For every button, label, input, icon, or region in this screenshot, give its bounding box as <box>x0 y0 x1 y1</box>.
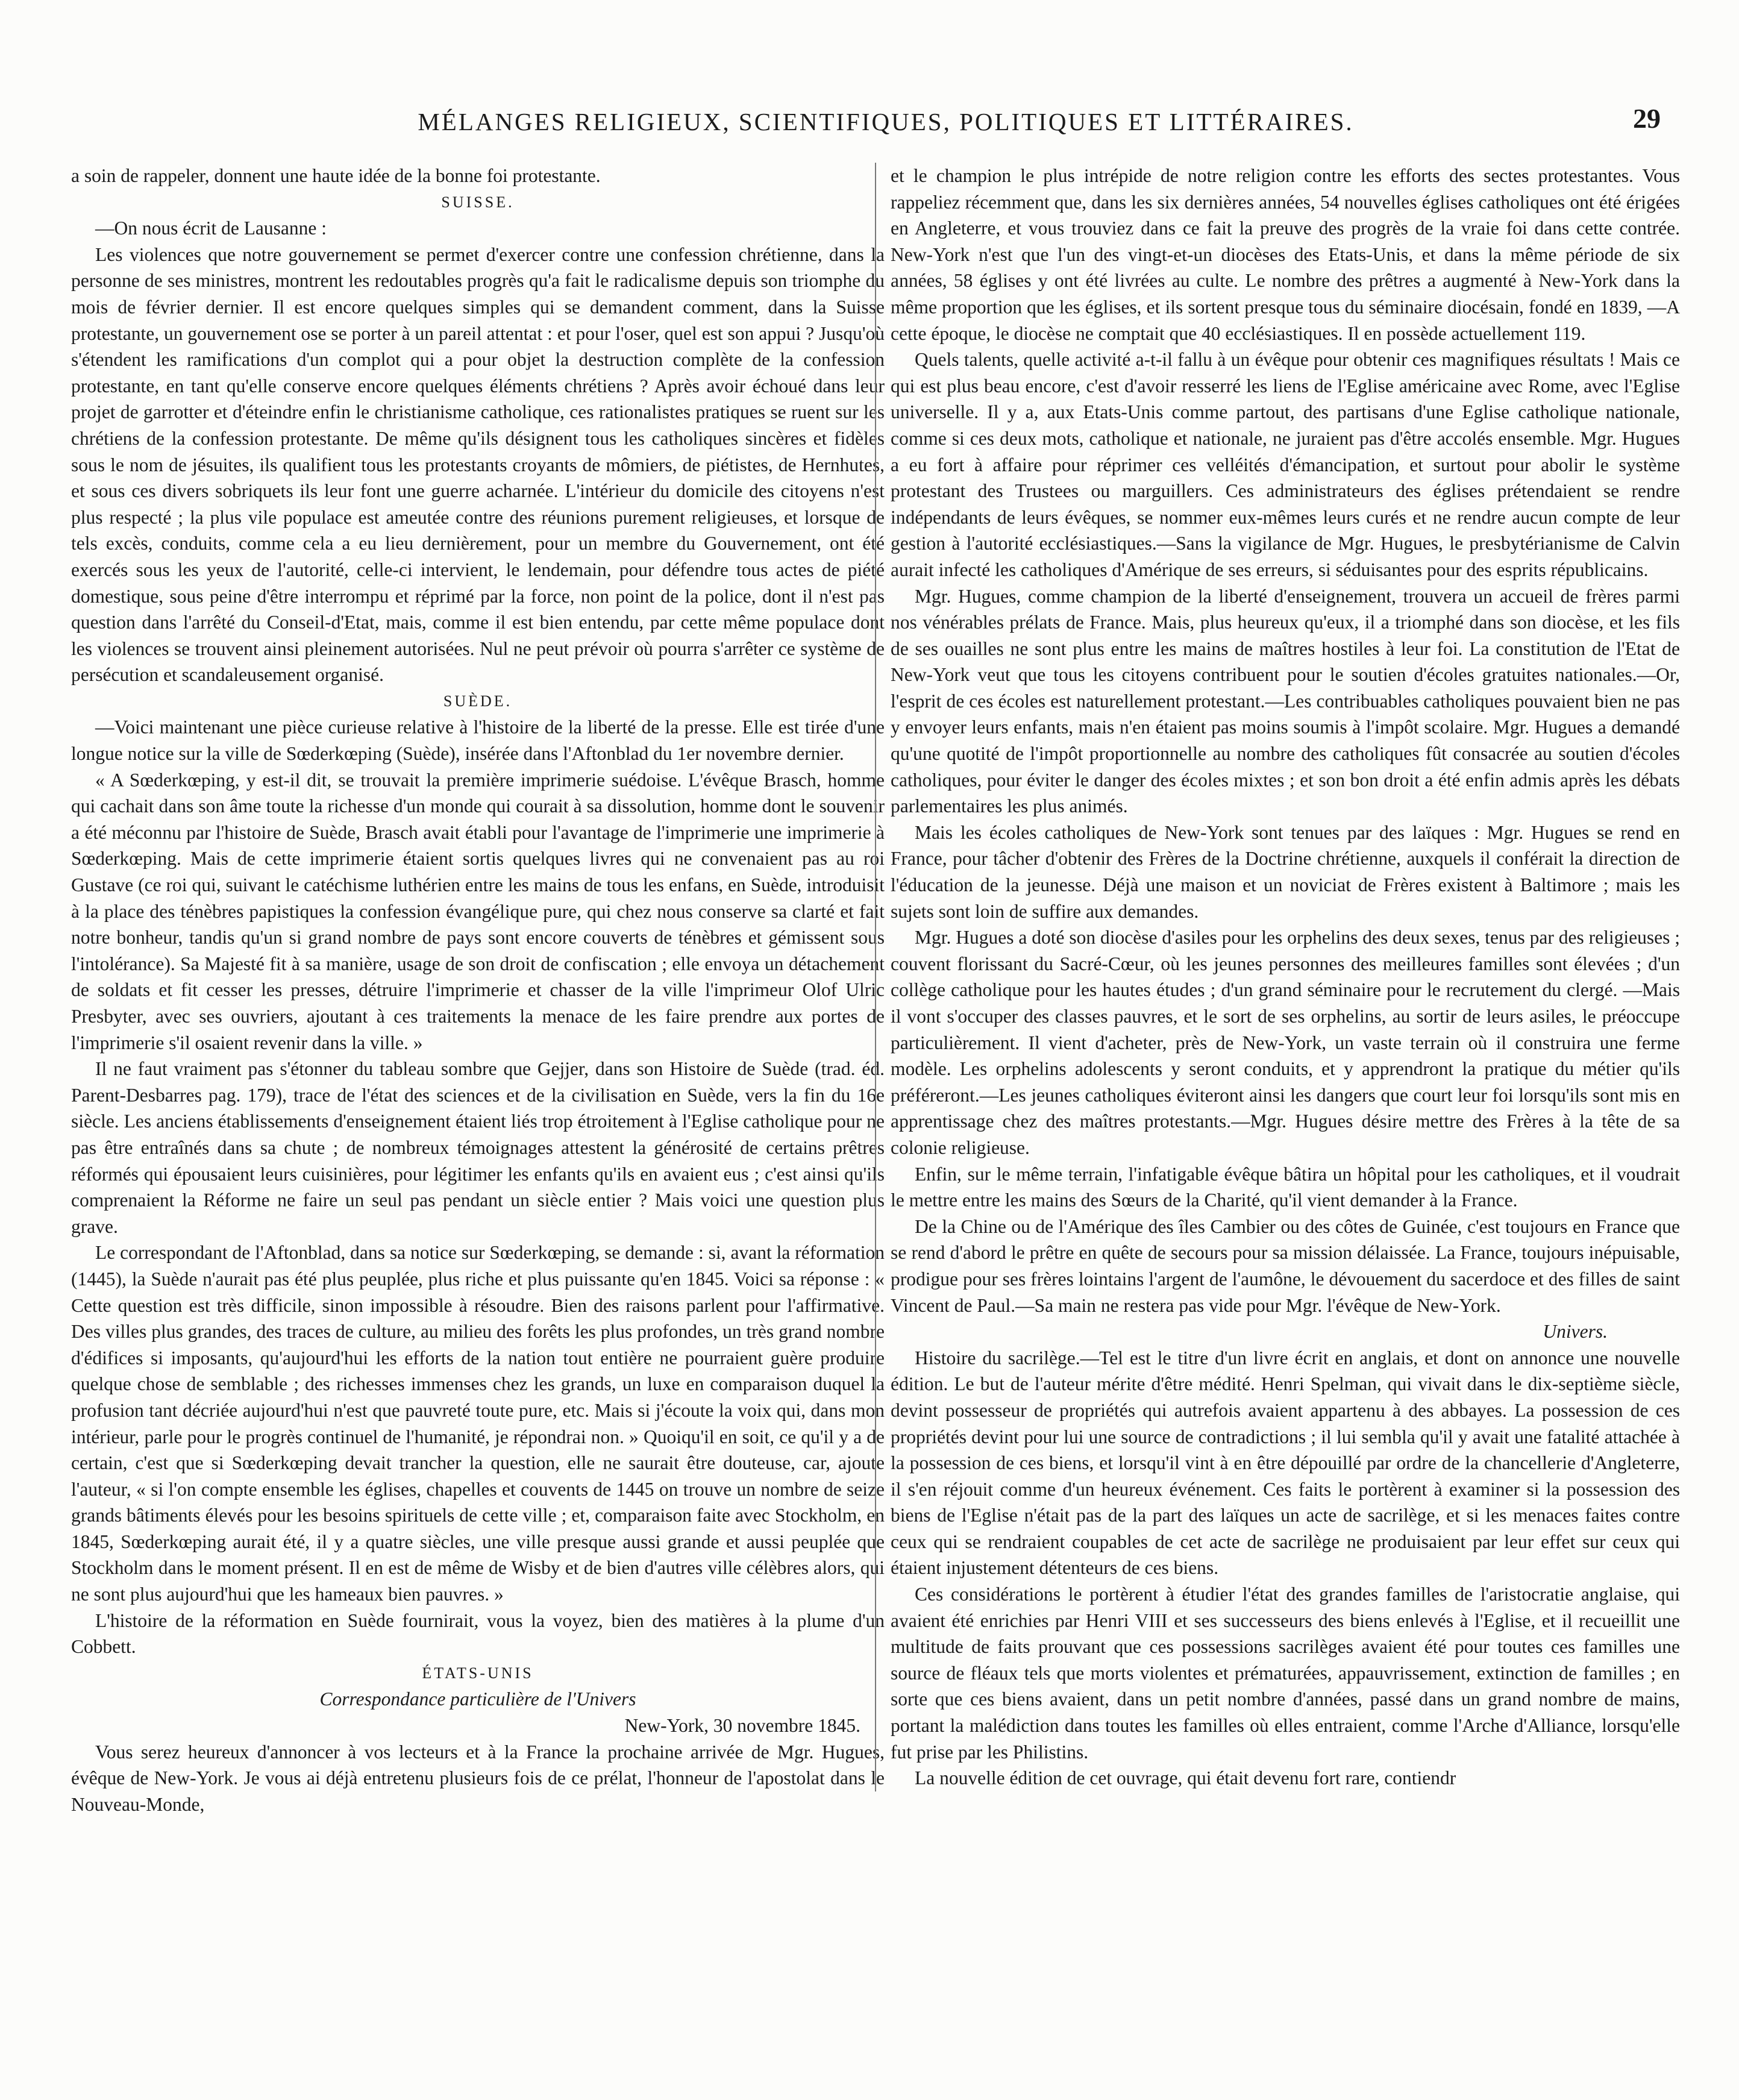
paragraph: —On nous écrit de Lausanne : <box>95 218 327 239</box>
paragraph: Mais les écoles catholiques de New-York sont tenues par des laïques : Mgr. Hugues se rend en France, pour tâcher d'obtenir des Frères de la Doctrine chrétienne, auxquels il conférait la direction de l'éducation de la jeunesse. Déjà une maison et un noviciat de Frères existent à Baltimore ; mais les sujets sont loin de suffire aux demandes. <box>891 821 1680 922</box>
paragraph: Ces considérations le portèrent à étudier l'état des grandes familles de l'aristocratie anglaise, qui avaient été enrichies par Henri VIII et ses successeurs des biens enlevés à l'Eglise, et il recueillit une multitude de faits prouvant que ces possessions sacrilèges avaient été pour toutes ces familles une source de fléaux tels que morts violentes et prématurées, appauvrissement, extinction de familles ; en sorte que ces biens avaient, dans un petit nombre d'années, passé dans un grand nombre de mains, portant la malédiction dans toutes les familles où elles entraient, comme l'Arche d'Alliance, lorsqu'elle fut prise par les Philistins. <box>891 1584 1680 1763</box>
paragraph: La nouvelle édition de cet ouvrage, qui était devenu fort rare, contiendr <box>915 1767 1456 1789</box>
paragraph: Quels talents, quelle activité a-t-il fallu à un évêque pour obtenir ces magnifiques résultats ! Mais ce qui est plus beau encore, c'est d'avoir resserré les liens de l'Eglise américaine avec Rome, avec l'Eglise universelle. Il y a, aux Etats-Unis comme partout, des partisans d'une Eglise catholique nationale, comme si ces deux mots, catholique et nationale, ne juraient pas d'être accolés ensemble. Mgr. Hugues a eu fort à affaire pour réprimer ces velléités d'émancipation, et surtout pour abolir le système protestant des Trustees ou marguillers. Ces administrateurs des églises prétendaient se rendre indépendants de leurs évêques, se nommer eux-mêmes leurs curés et ne rendre aucun compte de leur gestion à l'autorité ecclésiastiques.—Sans la vigilance de Mgr. Hugues, le presbytérianisme de Calvin aurait infecté les catholiques d'Amérique de ses erreurs, si séduisantes pour des esprits républicains. <box>891 349 1680 580</box>
signature: Univers. <box>1543 1321 1608 1343</box>
paragraph: Enfin, sur le même terrain, l'infatigable évêque bâtira un hôpital pour les catholiques, et il voudrait le mettre entre les mains des Sœurs de la Charité, qu'il vient demander à la France. <box>891 1163 1680 1211</box>
section-title-etats-unis: ÉTATS-UNIS <box>422 1664 534 1682</box>
paragraph: Vous serez heureux d'annoncer à vos lecteurs et à la France la prochaine arrivée de Mgr. Hugues, évêque de New-York. Je vous ai déjà entretenu plusieurs fois de ce prélat, l'honneur de l'apostolat dans le Nouveau-Monde, <box>71 1741 885 1815</box>
page-number: 29 <box>1633 103 1661 134</box>
section-title-suede: SUÈDE. <box>443 692 513 710</box>
left-column <box>71 163 885 1817</box>
paragraph: Il ne faut vraiment pas s'étonner du tableau sombre que Gejjer, dans son Histoire de Suède (trad. éd. Parent-Desbarres pag. 179), trace de l'état des sciences et de la civilisation en Suède, vers la fin du 16e siècle. Les anciens établissements d'enseignement étaient liés trop étroitement à l'Eglise catholique pour ne pas être entraînés dans sa chute ; de nombreux témoignages attestent la générosité de certains prêtres réformés qui épousaient leurs cuisinières, pour légitimer les enfants qu'ils en avaient eus ; c'est ainsi qu'ils comprenaient la Réforme ne faire un seul pas pendant un siècle entier ? Mais voici une question plus grave. <box>71 1058 885 1237</box>
paragraph: L'histoire de la réformation en Suède fournirait, vous la voyez, bien des matières à la plume d'un Cobbett. <box>71 1609 885 1658</box>
running-header: MÉLANGES RELIGIEUX, SCIENTIFIQUES, POLITIQUES ET LITTÉRAIRES. <box>418 108 1354 136</box>
paragraph: a soin de rappeler, donnent une haute idée de la bonne foi protestante. <box>71 165 601 186</box>
dateline: New-York, 30 novembre 1845. <box>624 1715 860 1737</box>
paragraph: et le champion le plus intrépide de notre religion contre les efforts des sectes protestantes. Vous rappeliez récemment que, dans les six dernières années, 54 nouvelles églises catholiques ont été érigées en Angleterre, et vous trouviez dans ce fait la preuve des progrès de la vraie foi dans cette contrée. New-York n'est que l'un des vingt-et-un diocèses des Etats-Unis, et dans la même période de six années, 58 églises y ont été livrées au culte. Le nombre des prêtres a augmenté à New-York dans la même proportion que les églises, et ils sortent presque tous du séminaire diocésain, fondé en 1839, —A cette époque, le diocèse ne comptait que 40 ecclésiastiques. Il en possède actuellement 119. <box>891 165 1680 344</box>
right-column <box>875 163 1680 1791</box>
paragraph: —Voici maintenant une pièce curieuse relative à l'histoire de la liberté de la presse. Elle est tirée d'une longue notice sur la ville de Sœderkœping (Suède), insérée dans l'Aftonblad du 1er novembre dernier. <box>71 716 885 765</box>
section-subtitle: Correspondance particulière de l'Univers <box>319 1688 636 1710</box>
paragraph: De la Chine ou de l'Amérique des îles Cambier ou des côtes de Guinée, c'est toujours en France que se rend d'abord le prêtre en quête de secours pour sa mission délaissée. La France, toujours inépuisable, prodigue pour ses frères lointains l'argent de l'aumône, le dévouement du sacerdoce et des filles de saint Vincent de Paul.—Sa main ne restera pas vide pour Mgr. l'évêque de New-York. <box>891 1215 1680 1316</box>
paragraph: Mgr. Hugues a doté son diocèse d'asiles pour les orphelins des deux sexes, tenus par des religieuses ; couvent florissant du Sacré-Cœur, où les jeunes personnes des meilleures familles sont élevées ; d'un collège catholique pour les hautes études ; d'un grand séminaire pour le recrutement du clergé. —Mais il vont s'occuper des classes pauvres, et le sort de ses orphelins, au sortir de leurs asiles, le préoccupe particulièrement. Il vient d'acheter, près de New-York, un vaste terrain où il construira une ferme modèle. Les orphelins adolescents y seront conduits, et y apprendront la pratique du métier qu'ils préféreront.—Les jeunes catholiques éviteront ainsi les dangers que court leur foi lorsqu'ils sont mis en apprentissage chez des maîtres protestants.—Mgr. Hugues désire mettre des Frères à la tête de sa colonie religieuse. <box>891 927 1680 1158</box>
paragraph: Histoire du sacrilège.—Tel est le titre d'un livre écrit en anglais, et dont on annonce une nouvelle édition. Le but de l'auteur mérite d'être médité. Henri Spelman, qui vivait dans le dix-septième siècle, devint possesseur de propriétés qui autrefois avaient appartenu à des abbayes. La possession de ces propriétés devint pour lui une source de contradictions ; il lui sembla qu'il y avait une fatalité attachée à la possession de ces biens, et lorsqu'il vint à en être dépouillé par ordre de la chancellerie d'Angleterre, il s'en réjouit comme d'un heureux événement. Ces faits le portèrent à examiner si la possession des biens de l'Eglise n'était pas de la part des laïques un acte de sacrilège, et si les menaces faites contre ceux qui se rendraient coupables de cet acte de sacrilège ne produisaient par leur effet sur ceux qui étaient injustement détenteurs de ces biens. <box>891 1347 1680 1579</box>
paragraph: Le correspondant de l'Aftonblad, dans sa notice sur Sœderkœping, se demande : si, avant la réformation (1445), la Suède n'aurait pas été plus peuplée, plus riche et plus puissante qu'en 1845. Voici sa réponse : « Cette question est très difficile, sinon impossible à résoudre. Bien des raisons parlent pour l'affirmative. Des villes plus grandes, des traces de culture, au milieu des forêts les plus profondes, un très grand nombre d'édifices si imposants, qu'aujourd'hui les efforts de la nation tout entière ne pourraient guère produire quelque chose de semblable ; des richesses immenses chez les grands, un luxe en comparaison duquel la profusion tant décriée aujourd'hui n'est que pauvreté toute pure, etc. Mais si j'écoute la voix qui, dans mon intérieur, parle pour le progrès continuel de l'humanité, je répondrai non. » Quoiqu'il en soit, ce qu'il y a de certain, c'est que si Sœderkœping devait trancher la question, elle ne saurait être douteuse, car, ajoute l'auteur, « si l'on compte ensemble les églises, chapelles et couvents de 1445 on trouve un nombre de seize grands bâtiments élevés pour les besoins spirituels de cette ville ; et, comparaison faite avec Stockholm, en 1845, Sœderkœping aurait été, il y a quatre siècles, une ville presque aussi grande et aussi peuplée que Stockholm dans le moment présent. Il en est de même de Wisby et de bien d'autres ville célèbres alors, qui ne sont plus aujourd'hui que les hameaux bien pauvres. » <box>71 1242 885 1605</box>
paragraph: Les violences que notre gouvernement se permet d'exercer contre une confession chrétienne, dans la personne de ses ministres, montrent les redoutables progrès qu'a fait le radicalisme depuis son triomphe du mois de février dernier. Il est encore quelques simples qui se demandent comment, dans la Suisse protestante, un gouvernement ose se porter à un pareil attentat : et pour l'oser, quel est son appui ? Jusqu'où s'étendent les ramifications d'un complot qui a pour objet la destruction complète de la confession protestante, en tant qu'elle conserve encore quelques éléments chrétiens ? Après avoir échoué dans leur projet de garrotter et d'éteindre enfin le christianisme catholique, ces rationalistes pratiques se ruent sur les chrétiens de la confession protestante. De même qu'ils désignent tous les catholiques sincères et fidèles sous le nom de jésuites, ils qualifient tous les protestants croyants de mômiers, de piétistes, de Hernhutes, et sous ces divers sobriquets ils leur font une guerre acharnée. L'intérieur du domicile des citoyens n'est plus respecté ; la plus vile populace est ameutée contre des réunions purement religieuses, et lorsque de tels excès, conduits, comme cela a eu lieu dernièrement, pour un membre du Gouvernement, ont été exercés sous les yeux de l'autorité, celle-ci intervient, le lendemain, pour défendre tous actes de piété domestique, sous peine d'être interrompu et réprimé par la force, non point de la police, dont il n'est pas question dans l'arrêté du Conseil-d'Etat, mais, comme il est bien entendu, par cette même populace dont les violences se trouvent ainsi pleinement autorisées. Nul ne peut prévoir où pourra s'arrêter ce système de persécution et scandaleusement organisé. <box>71 243 885 686</box>
section-title-suisse: SUISSE. <box>441 193 515 211</box>
paragraph: Mgr. Hugues, comme champion de la liberté d'enseignement, trouvera un accueil de frères parmi nos vénérables prélats de France. Mais, plus heureux qu'eux, il a triomphé dans son diocèse, et les fils de ses ouailles ne sont plus entre les mains de maîtres hostiles à leur foi. La constitution de l'Etat de New-York veut que tous les citoyens contribuent pour le soutien d'écoles gratuites nationales.—Or, l'esprit de ces écoles est naturellement protestant.—Les contribuables catholiques pouvaient bien ne pas y envoyer leurs enfants, mais n'en étaient pas moins soumis à l'impôt scolaire. Mgr. Hugues a demandé qu'une quotité de l'impôt proportionnelle au nombre des catholiques fût consacrée au soutien d'écoles catholiques, pour éviter le danger des écoles mixtes ; et son bon droit a été enfin admis après les débats parlementaires les plus animés. <box>891 585 1680 817</box>
paragraph: « A Sœderkœping, y est-il dit, se trouvait la première imprimerie suédoise. L'évêque Brasch, homme qui cachait dans son âme toute la richesse d'un monde qui courait à sa dissolution, homme dont le souvenir a été méconnu par l'histoire de Suède, Brasch avait établi pour l'avantage de l'imprimerie une imprimerie à Sœderkœping. Mais de cette imprimerie étaient sortis quelques livres qui ne convenaient pas au roi Gustave (ce roi qui, suivant le catéchisme luthérien entre les mains de tous les enfans, en Suède, introduisit à la place des ténèbres papistiques la confession évangélique pure, qui chez nous conserve sa clarté et fait notre bonheur, tandis qu'un si grand nombre de pays sont encore couverts de ténèbres et gémissent sous l'intolérance). Sa Majesté fit à sa manière, usage de son droit de confiscation ; elle envoya un détachement de soldats et fit cesser les presses, détruire l'imprimerie et chasser de la ville l'imprimeur Olof Ulric Presbyter, avec ses ouvriers, ajoutant à ces traitements la menace de les faire prendre aux portes de l'imprimerie s'il osaient revenir dans la ville. » <box>71 769 885 1053</box>
